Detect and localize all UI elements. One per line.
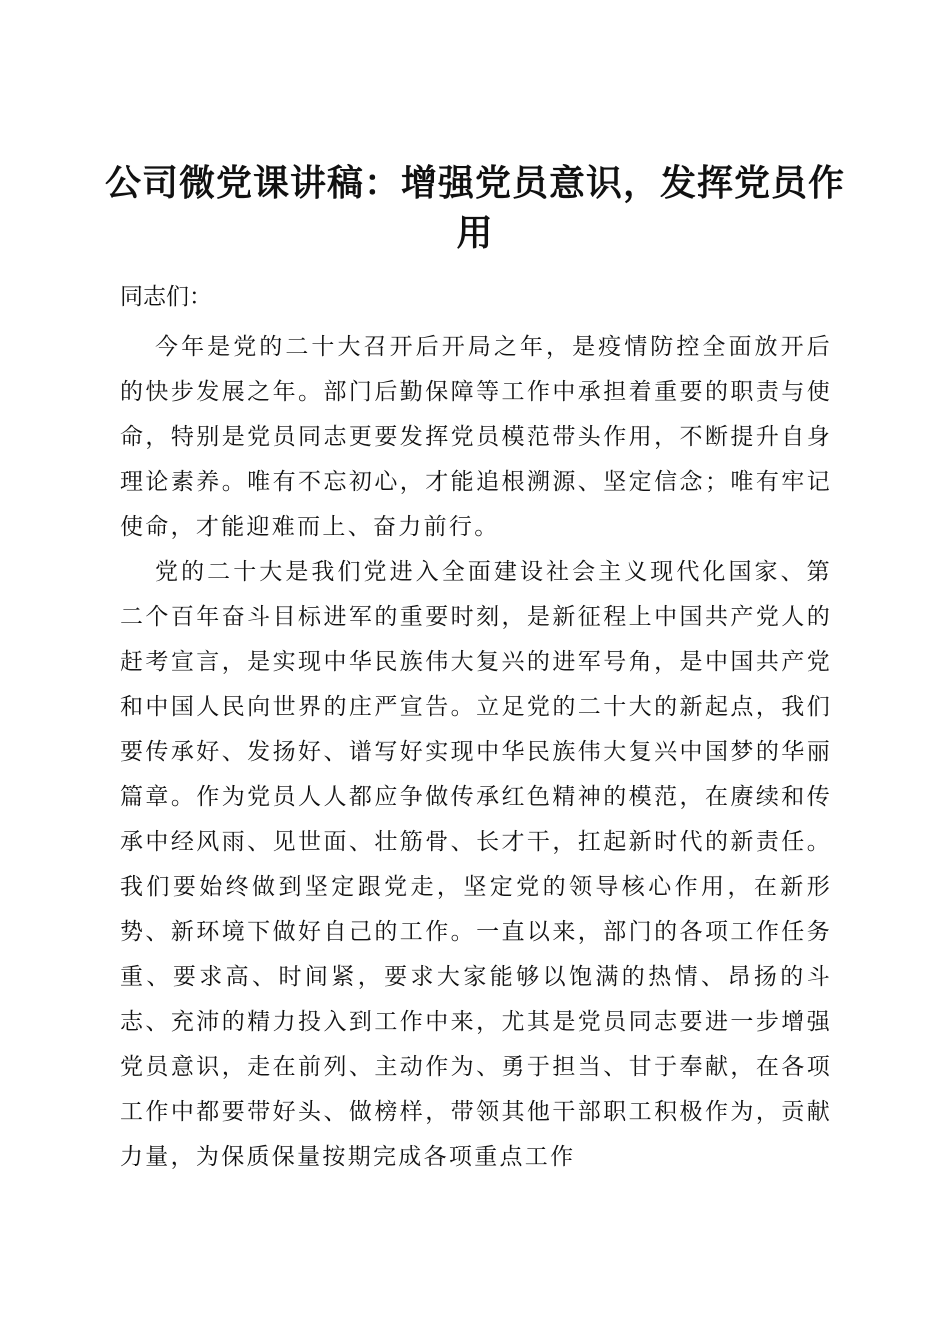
paragraph-1: 今年是党的二十大召开后开局之年，是疫情防控全面放开后的快步发展之年。部门后勤保障等工作中承担着重要的职责与使命，特别是党员同志更要发挥党员模范带头作用，不断提升自身理论素养。唯有不忘初心，才能追根溯源、坚定信念；唯有牢记使命，才能迎难而上、奋力前行。: [120, 334, 832, 540]
salutation: 同志们：: [120, 284, 212, 310]
document-body: [120, 325, 832, 1180]
paragraph-2: 党的二十大是我们党进入全面建设社会主义现代化国家、第二个百年奋斗目标进军的重要时刻，是新征程上中国共产党人的赶考宣言，是实现中华民族伟大复兴的进军号角，是中国共产党和中国人民向世界的庄严宣告。立足党的二十大的新起点，我们要传承好、发扬好、谱写好实现中华民族伟大复兴中国梦的华丽篇章。作为党员人人都应争做传承红色精神的模范，在赓续和传承中经风雨、见世面、壮筋骨、长才干，扛起新时代的新责任。我们要始终做到坚定跟党走，坚定党的领导核心作用，在新形势、新环境下做好自己的工作。一直以来，部门的各项工作任务重、要求高、时间紧，要求大家能够以饱满的热情、昂扬的斗志、充沛的精力投入到工作中来，尤其是党员同志要进一步增强党员意识，走在前列、主动作为、勇于担当、甘于奉献，在各项工作中都要带好头、做榜样，带领其他干部职工积极作为，贡献力量，为保质保量按期完成各项重点工作: [120, 559, 832, 1170]
document-title: 公司微党课讲稿：增强党员意识，发挥党员作用: [104, 162, 845, 255]
